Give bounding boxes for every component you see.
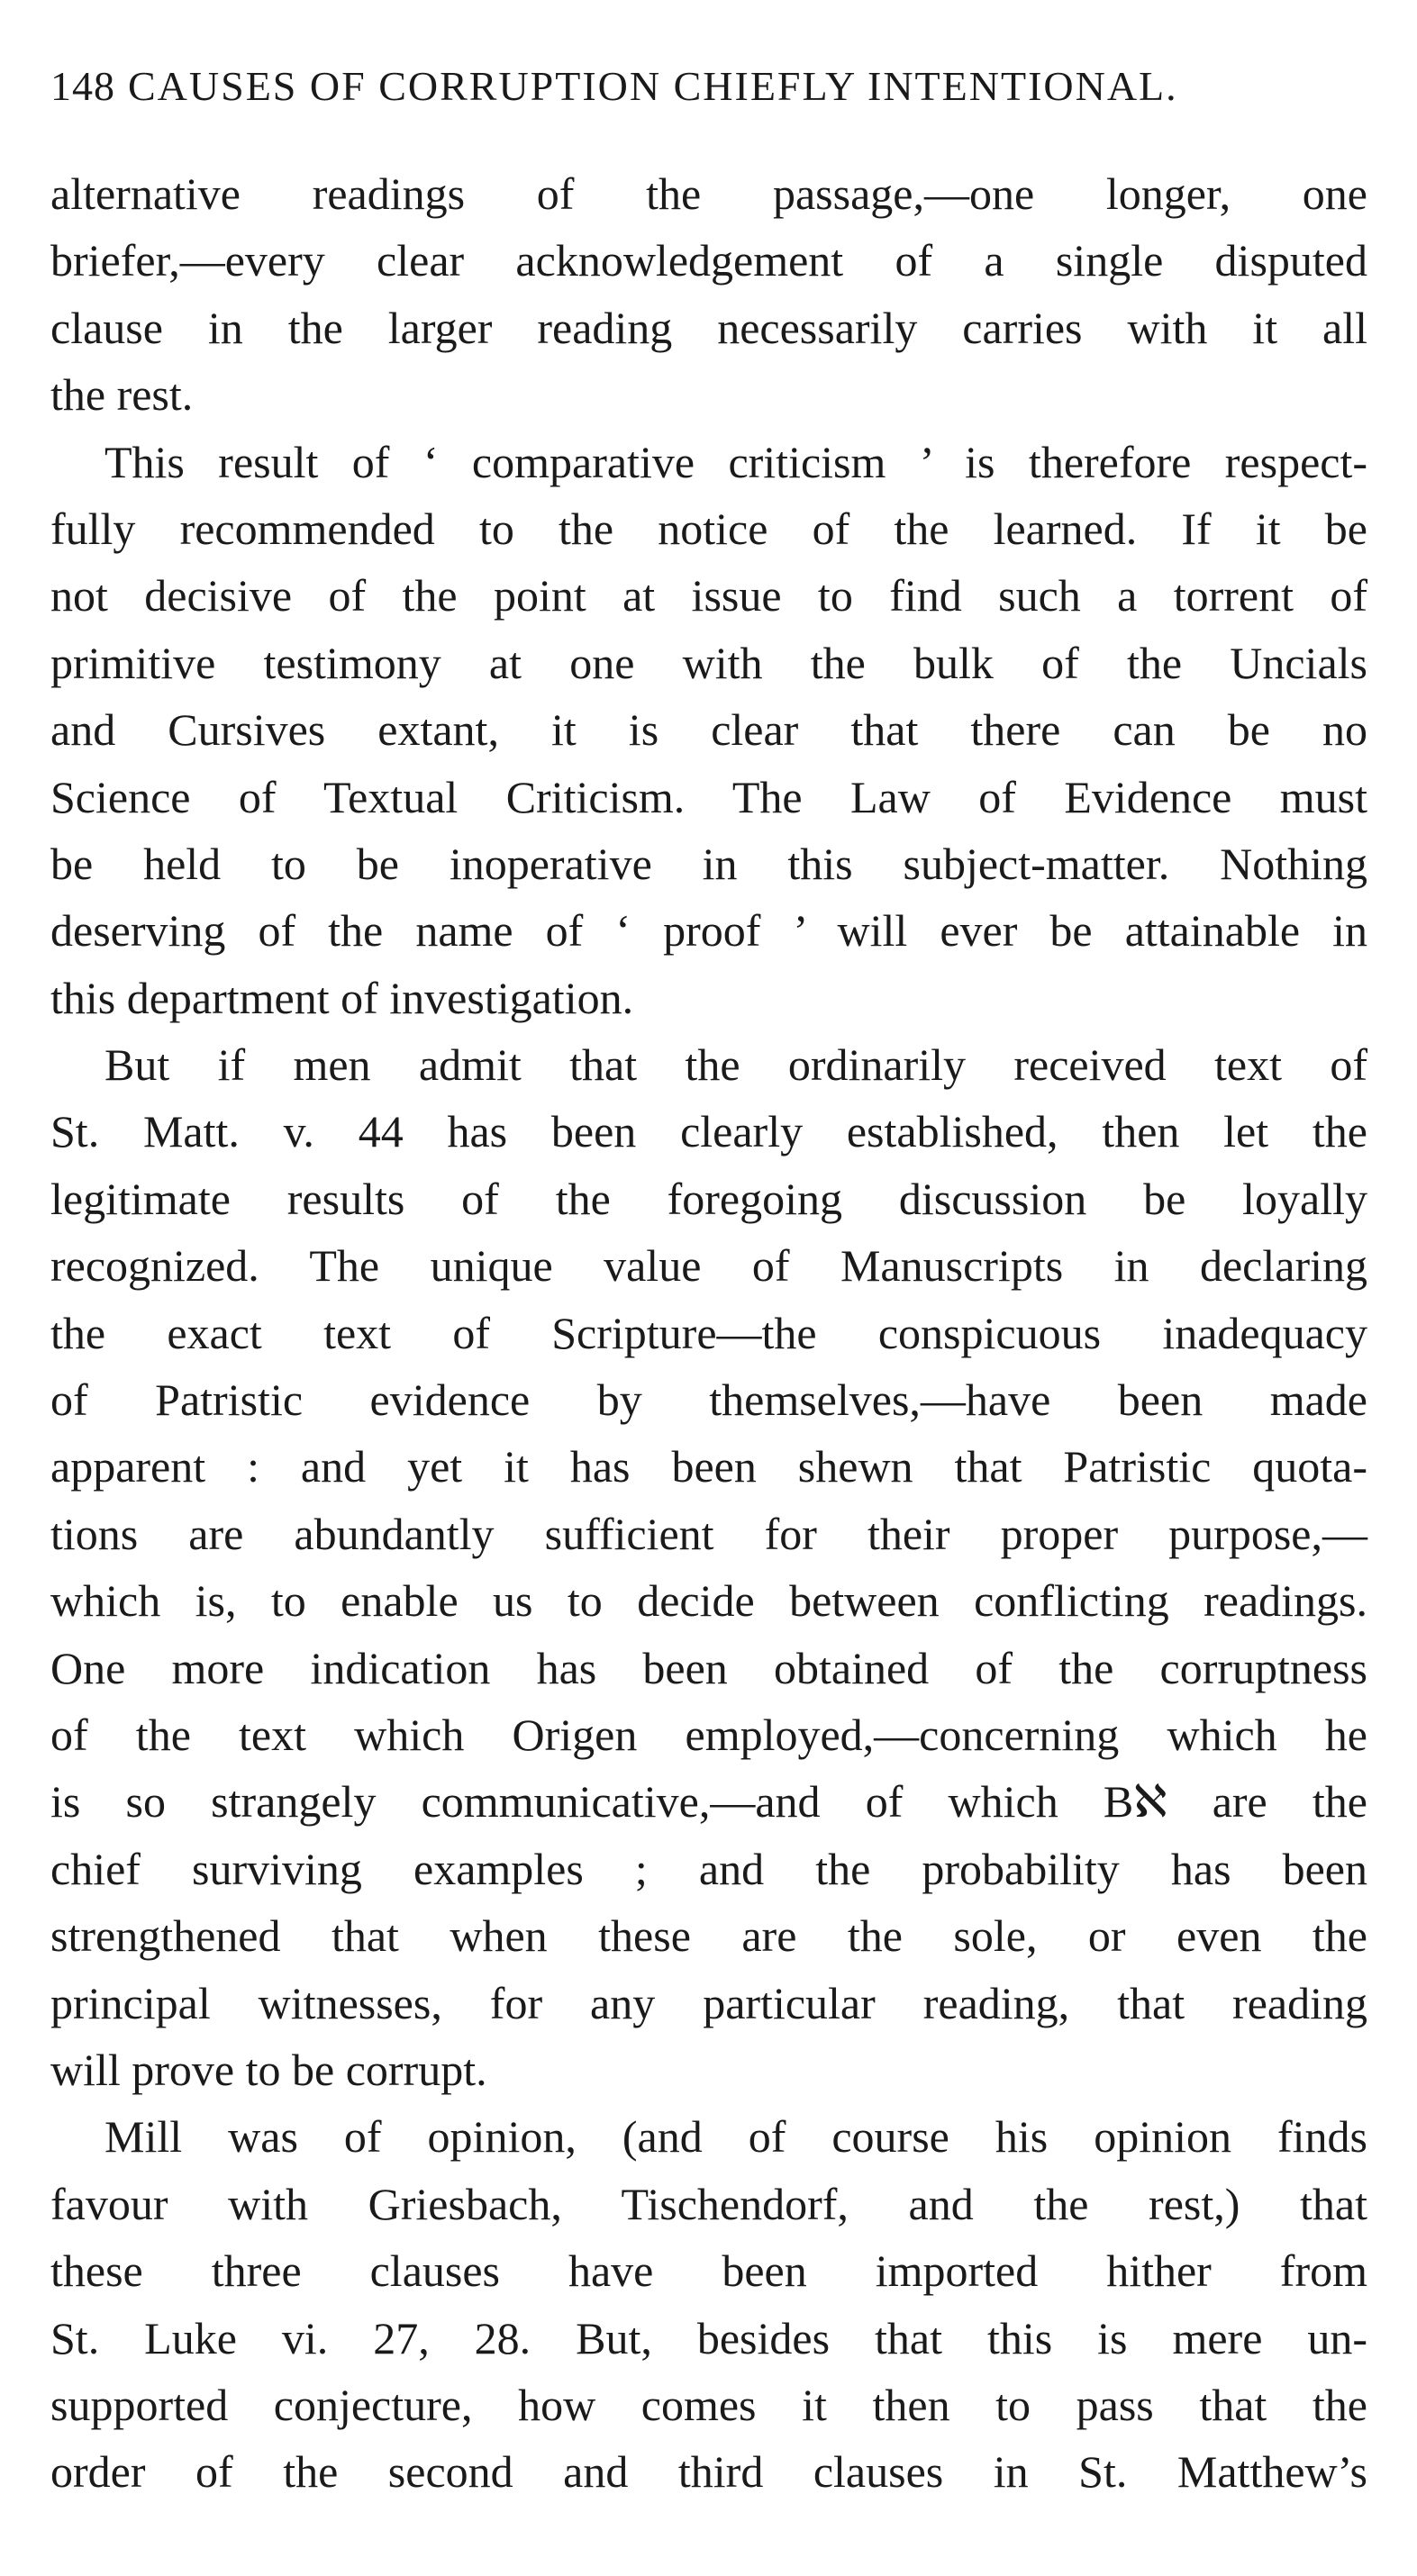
- text-line: of the text which Origen employed,—concerning which he: [50, 1709, 1367, 1760]
- text-line: strengthened that when these are the sole, or even the: [50, 1910, 1367, 1962]
- text-line: St. Luke vi. 27, 28. But, besides that this is mere un-: [50, 2312, 1367, 2363]
- paragraph: [50, 160, 1367, 429]
- text-line: chief surviving examples ; and the probability has been: [50, 1843, 1367, 1894]
- text-line: alternative readings of the passage,—one longer, one: [50, 168, 1367, 219]
- paragraph: [50, 2103, 1367, 2505]
- text-line: which is, to enable us to decide between conflicting readings.: [50, 1575, 1367, 1627]
- running-head: [50, 59, 1375, 113]
- text-line: this department of investigation.: [50, 972, 634, 1023]
- paragraph: [50, 429, 1367, 1032]
- text-line: Mill was of opinion, (and of course his opinion finds: [104, 2111, 1367, 2163]
- text-line: be held to be inoperative in this subject-matter. Nothing: [50, 838, 1367, 889]
- text-line: deserving of the name of ‘ proof ’ will ever be attainable in: [50, 905, 1367, 957]
- text-line: of Patristic evidence by themselves,—have been made: [50, 1374, 1367, 1426]
- text-line: But if men admit that the ordinarily received text of: [104, 1039, 1367, 1091]
- text-line: will prove to be corrupt.: [50, 2044, 487, 2095]
- page-number: 148: [50, 63, 115, 109]
- text-line: is so strangely communicative,—and of which Bℵ are the: [50, 1776, 1367, 1828]
- body-text: [50, 160, 1367, 2506]
- text-line: the rest.: [50, 369, 194, 421]
- text-line: This result of ‘ comparative criticism ’ is therefore respect-: [104, 436, 1367, 487]
- text-line: St. Matt. v. 44 has been clearly established, then let the: [50, 1106, 1367, 1157]
- text-line: favour with Griesbach, Tischendorf, and the rest,) that: [50, 2178, 1367, 2229]
- text-line: order of the second and third clauses in St. Matthew’s: [50, 2446, 1367, 2498]
- text-line: primitive testimony at one with the bulk of the Uncials: [50, 637, 1367, 688]
- text-line: apparent : and yet it has been shewn that Patristic quota-: [50, 1441, 1367, 1492]
- text-line: tions are abundantly sufficient for their proper purpose,—: [50, 1508, 1367, 1559]
- text-line: not decisive of the point at issue to find such a torrent of: [50, 570, 1367, 621]
- text-line: principal witnesses, for any particular reading, that reading: [50, 1977, 1367, 2028]
- text-line: Science of Textual Criticism. The Law of Evidence must: [50, 771, 1367, 822]
- text-line: One more indication has been obtained of the corruptness: [50, 1642, 1367, 1693]
- text-line: clause in the larger reading necessarily carries with it all: [50, 302, 1367, 353]
- paragraph: [50, 1031, 1367, 2103]
- text-line: briefer,—every clear acknowledgement of a single disputed: [50, 235, 1367, 286]
- text-line: these three clauses have been imported hither from: [50, 2245, 1367, 2297]
- text-line: supported conjecture, how comes it then to pass that the: [50, 2379, 1367, 2430]
- text-line: recognized. The unique value of Manuscripts in declaring: [50, 1240, 1367, 1292]
- text-line: legitimate results of the foregoing discussion be loyally: [50, 1173, 1367, 1224]
- running-head-title: CAUSES OF CORRUPTION CHIEFLY INTENTIONAL.: [128, 63, 1178, 109]
- text-line: the exact text of Scripture—the conspicuous inadequacy: [50, 1307, 1367, 1358]
- text-line: and Cursives extant, it is clear that there can be no: [50, 704, 1367, 756]
- text-line: fully recommended to the notice of the learned. If it be: [50, 503, 1367, 554]
